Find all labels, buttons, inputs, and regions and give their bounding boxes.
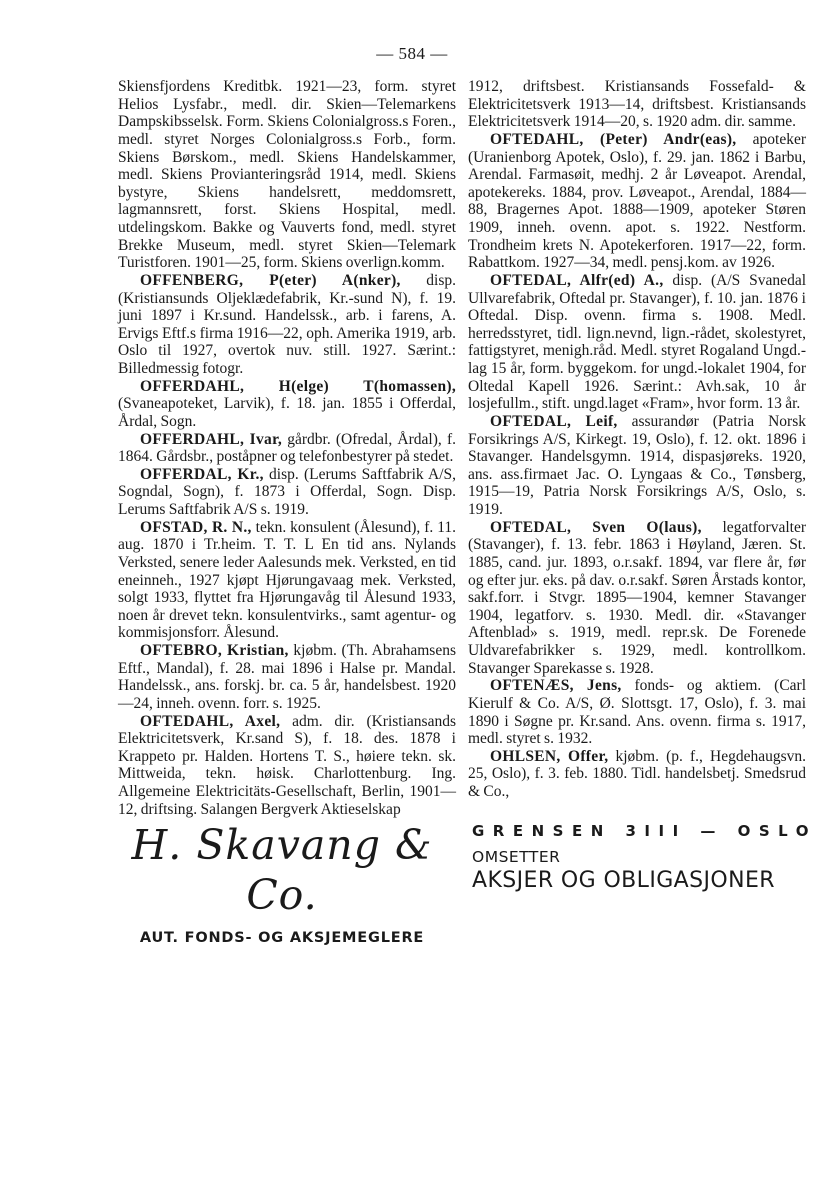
directory-entry — [468, 413, 806, 519]
directory-entry — [118, 431, 456, 466]
entry-text: legatforvalter (Stavanger), f. 13. febr. 1863 i Høyland, Jæren. St. 1885, cand. jur. 1893, o.r.sakf. 1894, var flere år, før og efter jur. eks. på dav. o.r.sakf. Søren Årstads kontor, sakf.forr. i Stvgr. 1895—1904, kemner Stavanger 1904, legatforv. s. 1930. Medl. dir. «Stavanger Aftenblad» s. 1919, medl. repr.sk. De Forenede Uldvarefabrikker s. 1929, medl. kontrollkom. Stavanger Sparekasse s. 1928. — [468, 518, 806, 677]
entry-text: disp. (Lerums Saftfabrik A/S, Sogndal, Sogn), f. 1873 i Offerdal, Sogn. Disp. Lerums Saftfabrik A/S s. 1919. — [118, 465, 457, 518]
entry-name: OFTEDAHL, Axel, — [140, 712, 281, 730]
entry-text: kjøbm. (p. f., Hegdehaugsvn. 25, Oslo), f. 3. feb. 1880. Tidl. handelsbetj. Smedsrud & Co., — [468, 747, 806, 800]
directory-entry — [118, 378, 456, 431]
directory-entry — [468, 131, 806, 272]
directory-entry — [468, 748, 806, 801]
directory-entry — [118, 642, 456, 713]
entry-text: disp. (A/S Svanedal Ullvarefabrik, Oftedal pr. Stavanger), f. 10. jan. 1876 i Oftedal. Disp. ovenn. firma s. 1908. Medl. herredsstyret, tidl. lign.nevnd, lign.-rådet, skolestyret, fattigstyret, menigh.råd. Medl. styret Rogaland Ungd.-lag 15 år, form. byggekom. for ungd.-lokalet 1904, for Oltedal Kapell 1926. Særint.: Avh.sak, 10 år losjefullm., stift. ungd.laget «Fram», hvor form. 13 år. — [468, 271, 807, 413]
entry-name: OFSTAD, R. N., — [140, 518, 252, 536]
directory-entry — [118, 272, 456, 378]
entry-text: tekn. konsulent (Ålesund), f. 11. aug. 1870 i Tr.heim. T. T. L En tid ans. Nylands Verksted, senere leder Aalesunds mek. Verksted, en tid eneinneh., 1927 kjøpt Hjørungavaag mek. Verksted, solgt 1933, flyttet fra Hjørungavåg til Ålesund 1933, noen år drevet tekn. konsulentvirks., samt agentur- og kommisjonsforr. Ålesund. — [118, 518, 456, 642]
directory-entry — [118, 713, 456, 819]
entry-name: OFTEBRO, Kristian, — [140, 642, 289, 659]
right-column — [468, 78, 806, 801]
entry-text: 1912, driftsbest. Kristiansands Fossefald- & Elektricitetsverk 1913—14, driftsbest. Kristiansands Elektricitetsverk 1914—20, s. 1920 adm. dir. samme. — [468, 78, 806, 131]
firm-address: GRENSEN 3III — OSLO — [472, 822, 817, 840]
entry-name: OFTEDAL, Alfr(ed) A., — [490, 271, 664, 289]
entry-name: OFTEDAL, Sven O(laus), — [490, 518, 702, 536]
page-number: — 584 — — [376, 44, 448, 63]
entry-text: Skiensfjordens Kreditbk. 1921—23, form. styret Helios Lysfabr., medl. dir. Skien—Telemarkens Dampskibsselsk. Form. Skiens Colonialgross.s Foren., medl. styret Norges Colonialgross.s Forb., form. Skiens Børskom., medl. Skiens Handelskammer, medl. Skiens Provianteringsråd 1914, medl. Skiens bystyre, Skiens handelsrett, meddomsrett, lagmannsrett, forst. Skiens Hospital, medl. utdelingskom. Bakke og Vauverts fond, medl. styret Brekke Museum, medl. styret Skien—Telemark Turistforen. 1901—25, form. Skiens overlign.komm. — [118, 78, 456, 272]
advertisement-firm — [112, 820, 452, 946]
entry-text: kjøbm. (Th. Abrahamsens Eftf., Mandal), f. 28. mai 1896 i Halse pr. Mandal. Handelssk., ans. forskj. br. ca. 5 år, handelsbest. 1920—24, inneh. ovenn. forr. s. 1925. — [118, 642, 456, 712]
entry-text: (Svaneapoteket, Larvik), f. 18. jan. 1855 i Offerdal, Årdal, Sogn. — [118, 395, 456, 430]
advertisement-services — [472, 822, 817, 893]
directory-entry — [118, 519, 456, 642]
entry-name: OFFERDAHL, Ivar, — [140, 430, 283, 448]
entry-text: adm. dir. (Kristiansands Elektricitetsverk, Kr.sand S), f. 18. des. 1878 i Krappeto pr. Halden. Hortens T. S., høiere tekn. sk. Mittweida, tekn. høisk. Charlottenburg. Ing. Allgemeine Elektricitäts-Gesellschaft, Berlin, 1901—12, driftsing. Salangen Bergverk Aktieselskap — [118, 712, 456, 818]
entry-text: fonds- og aktiem. (Carl Kierulf & Co. A/S, Ø. Slottsgt. 17, Oslo), f. 3. mai 1890 i Søgne pr. Kr.sand. Ans. ovenn. firma s. 1917, medl. styret s. 1932. — [468, 677, 807, 748]
services-tagline: OMSETTER — [472, 848, 561, 866]
directory-entry — [118, 466, 456, 519]
entry-name: OFFENBERG, P(eter) A(nker), — [140, 271, 401, 289]
firm-name: H. Skavang & Co. — [131, 821, 433, 919]
directory-entry — [468, 519, 806, 678]
entry-name: OFTEDAL, Leif, — [490, 412, 618, 430]
entry-name: OFTEDAHL, (Peter) Andr(eas), — [490, 130, 737, 148]
firm-subtitle: AUT. FONDS- OG AKSJEMEGLERE — [139, 930, 425, 946]
entry-text: assurandør (Patria Norsk Forsikrings A/S, Kirkegt. 19, Oslo), f. 12. okt. 1896 i Stavanger. Handelsgymn. 1914, dispasjøreks. 1920, ans. ass.firmaet Jac. O. Lyngaas & Co., Tønsberg, 1915—19, Patria Norsk Forsikrings A/S, Oslo, s. 1919. — [468, 412, 806, 518]
entry-text: apoteker (Uranienborg Apotek, Oslo), f. 29. jan. 1862 i Barbu, Arendal. Farmasøit, medhj. 2 år Løveapot. Arendal, apotekereks. 1884, prov. Løveapot., Arendal, 1884—88, Bragernes Apot. 1888—1909, apoteker Støren 1909, inneh. ovenn. apot. s. 1922. Nestform. Trondheim krets N. Apotekerforen. 1917—22, form. Rabattkom. 1927—34, medl. pensj.kom. av 1926. — [468, 130, 806, 272]
directory-entry — [468, 677, 806, 748]
left-column — [118, 78, 456, 818]
services-list: AKSJER OG OBLIGASJONER — [472, 868, 775, 893]
entry-name: OFTENÆS, Jens, — [490, 677, 622, 695]
entry-name: OFFERDAHL, H(elge) T(homassen), — [140, 377, 456, 395]
directory-entry-continuation — [468, 78, 806, 131]
entry-name: OFFERDAL, Kr., — [140, 465, 264, 483]
entry-name: OHLSEN, Offer, — [490, 747, 609, 765]
entry-text: gårdbr. (Ofredal, Årdal), f. 1864. Gårdsbr., poståpner og telefonbestyrer på stedet. — [118, 430, 456, 466]
entry-text: disp. (Kristiansunds Oljeklædefabrik, Kr.-sund N), f. 19. juni 1897 i Kr.sund. Handelssk., arb. i farens, A. Ervigs Eftf.s firma 1916—22, oph. Amerika 1919, arb. Oslo til 1927, overtok nuv. still. 1927. Særint.: Billedmessig fotogr. — [118, 271, 456, 377]
directory-entry-continuation — [118, 78, 456, 272]
directory-entry — [468, 272, 806, 413]
